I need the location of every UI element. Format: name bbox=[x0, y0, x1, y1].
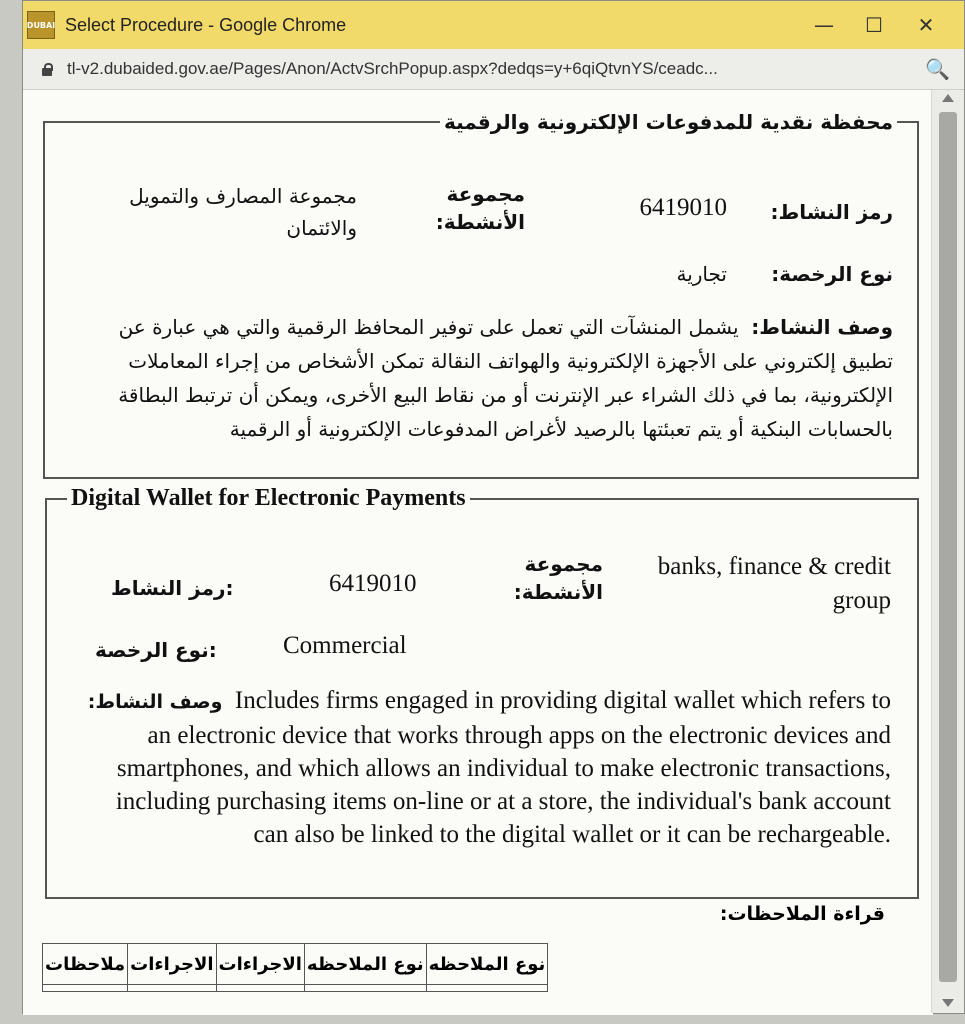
notes-col-note-type-2: نوع الملاحظه bbox=[304, 944, 426, 985]
code-label: رمز النشاط: bbox=[770, 200, 893, 224]
group-value: مجموعة المصارف والتمويل والائتمان bbox=[129, 184, 357, 240]
en-description-block bbox=[77, 684, 891, 851]
description-value: يشمل المنشآت التي تعمل على توفير المحافظ الرقمية والتي هي عبارة عن تطبيق إلكتروني على الأجهزة الإلكترونية والهواتف النقالة تمكن الأشخاص من إجراء المعاملات الإلكترونية، بما في ذلك الشراء عبر الإنترنت أو من نقاط البيع الأخرى، ويمكن أن ترتبط البطاقة بالحسابات البنكية أو يتم تعبئتها بالرصيد لأغراض المدفوعات الإلكترونية أو الرقمية bbox=[118, 315, 893, 441]
lock-icon bbox=[41, 63, 53, 75]
description-label: وصف النشاط: bbox=[751, 315, 893, 339]
close-button[interactable]: ✕ bbox=[917, 13, 935, 37]
en-code-label: :رمز النشاط bbox=[111, 576, 234, 600]
english-section-title: Digital Wallet for Electronic Payments bbox=[71, 485, 466, 511]
en-description-label: :وصف النشاط bbox=[87, 691, 223, 713]
notes-col-procedures: الاجراءات bbox=[216, 944, 304, 985]
notes-col-note-type: نوع الملاحظه bbox=[426, 944, 548, 985]
notes-table bbox=[42, 943, 548, 992]
browser-window bbox=[22, 0, 965, 1014]
en-license-label: :نوع الرخصة bbox=[95, 638, 217, 662]
en-license-value: Commercial bbox=[283, 632, 407, 659]
vertical-scrollbar[interactable] bbox=[931, 90, 964, 1013]
notes-header-row bbox=[43, 944, 548, 985]
minimize-button[interactable]: — bbox=[814, 13, 834, 37]
scroll-thumb[interactable] bbox=[939, 112, 957, 982]
license-label: نوع الرخصة: bbox=[771, 262, 893, 286]
page-content bbox=[23, 90, 933, 1015]
en-group-value: banks, finance & credit group bbox=[657, 553, 891, 614]
group-label: مجموعة الأنشطة: bbox=[435, 182, 525, 234]
notes-col-remarks: ملاحظات bbox=[43, 944, 128, 985]
code-value: 6419010 bbox=[639, 194, 727, 221]
url-text[interactable]: tl-v2.dubaided.gov.ae/Pages/Anon/ActvSrchPopup.aspx?dedqs=y+6qiQtvnYS/ceadc... bbox=[67, 59, 718, 78]
en-code-value: 6419010 bbox=[329, 570, 417, 597]
zoom-icon[interactable]: 🔍 bbox=[925, 57, 950, 81]
en-group-label: مجموعة الأنشطة: bbox=[513, 552, 603, 604]
logo-text: DUBAI bbox=[26, 20, 56, 30]
scroll-down-icon[interactable] bbox=[942, 999, 954, 1007]
arabic-section-title: محفظة نقدية للمدفوعات الإلكترونية والرقمية bbox=[443, 110, 893, 134]
en-description-value: Includes firms engaged in providing digital wallet which refers to an electronic device that works through apps on the electronic devices and smartphones, and which allows an individual to make electronic transactions, including purchasing items on-line or at a store, the individual's bank account can also be linked to the digital wallet or it can be rechargeable. bbox=[115, 687, 891, 848]
scroll-up-icon[interactable] bbox=[942, 94, 954, 102]
address-bar bbox=[23, 49, 964, 90]
maximize-button[interactable]: ☐ bbox=[865, 13, 883, 37]
dubai-logo-icon bbox=[27, 11, 55, 39]
notes-col-procedures-2: الاجراءات bbox=[128, 944, 216, 985]
notes-label: قراءة الملاحظات: bbox=[719, 903, 885, 925]
description-block bbox=[93, 310, 893, 446]
window-title: Select Procedure - Google Chrome bbox=[65, 14, 347, 35]
arabic-activity-panel bbox=[43, 110, 919, 479]
english-activity-panel bbox=[45, 485, 919, 899]
license-value: تجارية bbox=[676, 262, 727, 286]
title-bar bbox=[23, 1, 964, 49]
notes-empty-row bbox=[43, 985, 548, 992]
